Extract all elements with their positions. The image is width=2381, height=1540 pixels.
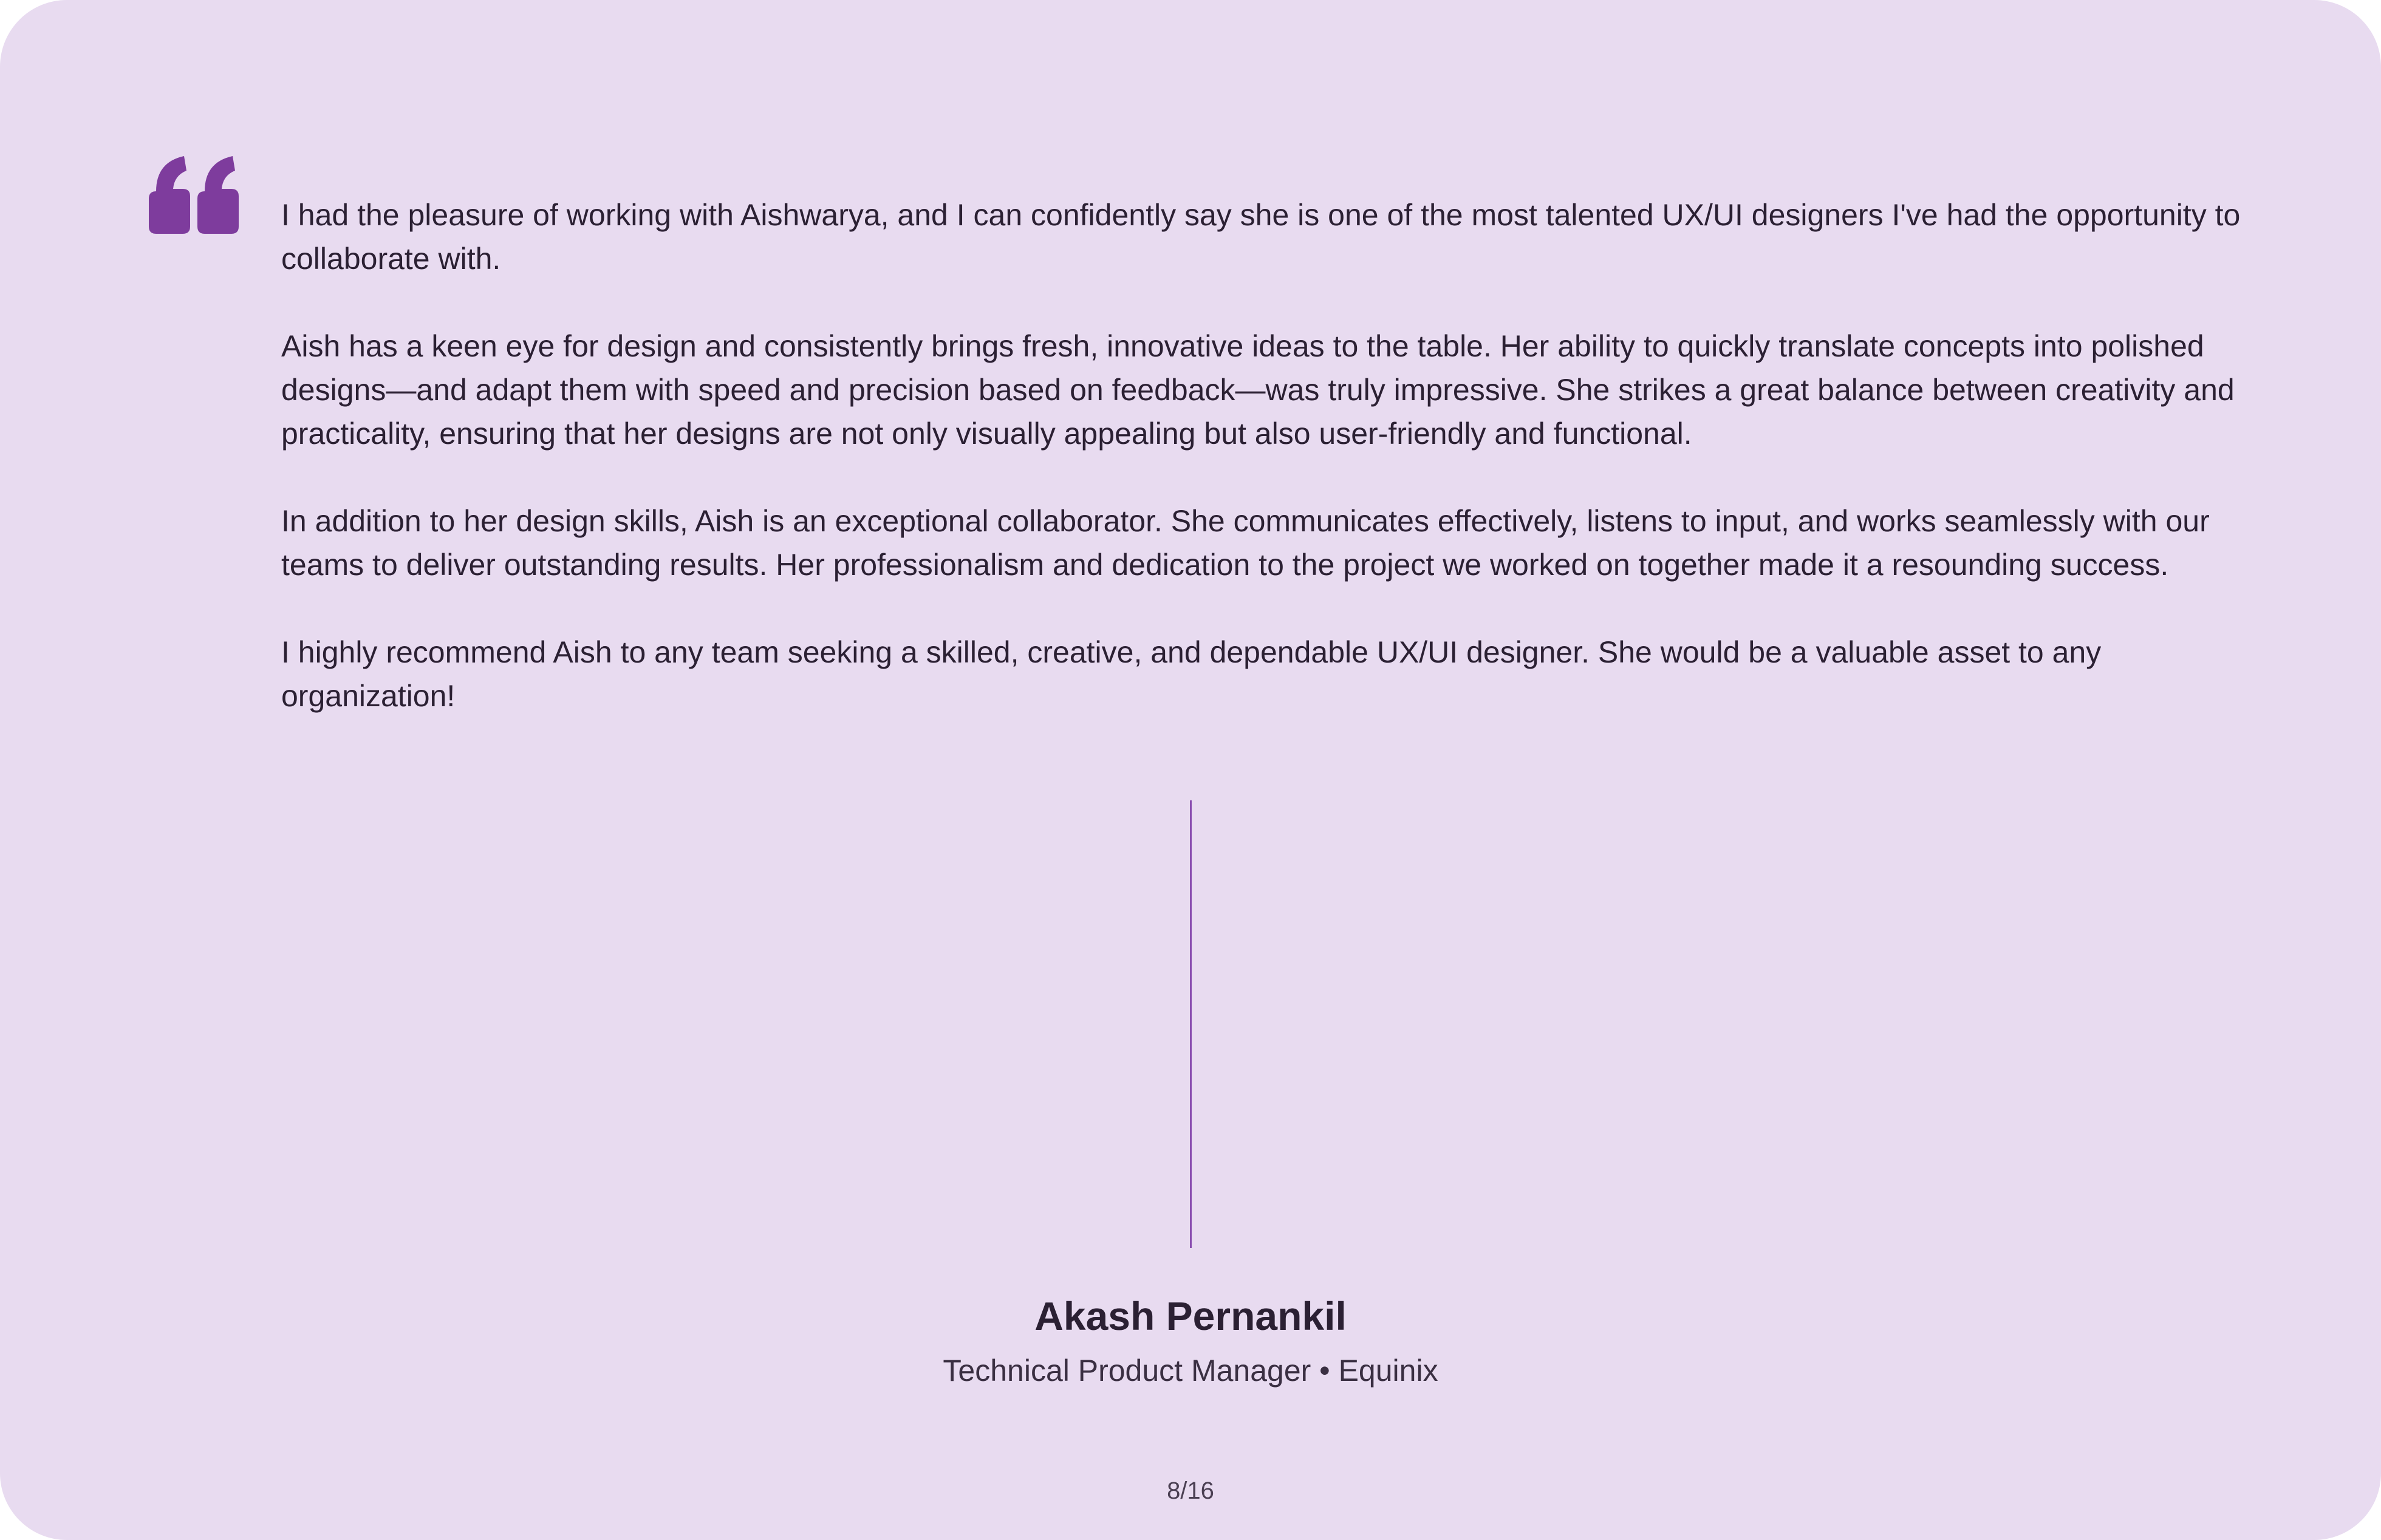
vertical-divider xyxy=(1190,800,1192,1248)
quote-paragraph: Aish has a keen eye for design and consistently brings fresh, innovative ideas to the table. Her ability to quickly translate concepts into polished designs—and adapt them with speed and precision based on feedback—was truly impressive. She strikes a great balance between creativity and practicality, ensuring that her designs are not only visually appealing but also user-friendly and functional. xyxy=(281,329,2235,451)
page-indicator: 8/16 xyxy=(1167,1477,1214,1504)
testimonial-quote xyxy=(281,193,2243,718)
quote-paragraph: I had the pleasure of working with Aishwarya, and I can confidently say she is one of the most talented UX/UI designers I've had the opportunity to collaborate with. xyxy=(281,198,2241,276)
quote-paragraph: In addition to her design skills, Aish is an exceptional collaborator. She communicates effectively, listens to input, and works seamlessly with our teams to deliver outstanding results. Her professionalism and dedication to the project we worked on together made it a resounding success. xyxy=(281,504,2210,582)
author-name: Akash Pernankil xyxy=(1034,1293,1347,1338)
quote-icon xyxy=(149,156,239,234)
quote-paragraph: I highly recommend Aish to any team seeking a skilled, creative, and dependable UX/UI designer. She would be a valuable asset to any organization! xyxy=(281,635,2102,713)
author-role: Technical Product Manager • Equinix xyxy=(943,1354,1438,1388)
